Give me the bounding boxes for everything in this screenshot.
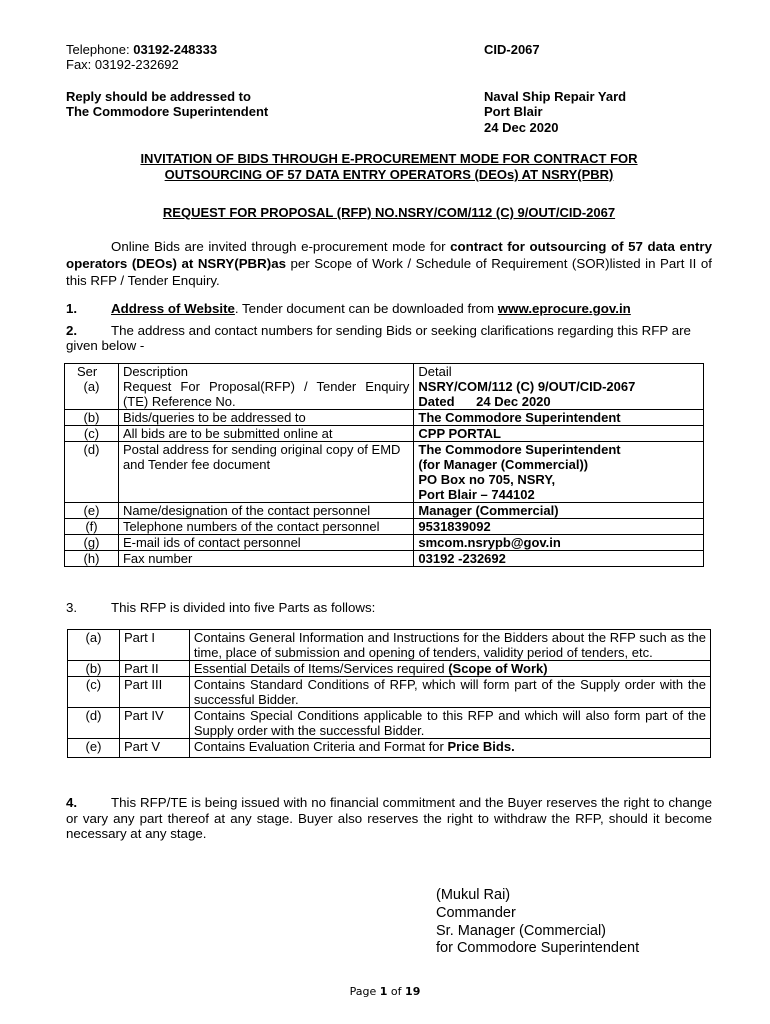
- intro-rest-text: per Scope of Work / Schedule of Requirement (SOR)listed in Part II of this RFP / Tender Enquiry.: [66, 256, 712, 288]
- header-detail: Detail: [414, 364, 704, 380]
- signatory-for: for Commodore Superintendent: [436, 940, 640, 956]
- part-name: Part V: [119, 739, 189, 758]
- table-row: [68, 661, 711, 677]
- part-bold-text: Price Bids.: [447, 739, 515, 754]
- part-name: Part I: [119, 630, 189, 661]
- part-text: Essential Details of Items/Services required: [193, 661, 449, 676]
- row-detail: 9531839092: [414, 519, 704, 535]
- page-total: 19: [405, 985, 421, 998]
- part-description: [189, 630, 710, 661]
- table-row: [68, 708, 711, 739]
- row-detail: CPP PORTAL: [414, 426, 704, 442]
- reply-line-2: The Commodore Superintendent: [66, 104, 269, 119]
- detail-line: PO Box no 705, NSRY,: [418, 472, 556, 487]
- part-ser: (c): [68, 677, 120, 708]
- part-description: [189, 677, 710, 708]
- table-row: [65, 519, 704, 535]
- table-row: [65, 379, 704, 410]
- intro-bold-text: contract for outsourcing of 57 data entry operators (DEOs) at NSRY(PBR)as: [66, 239, 712, 271]
- detail-line: (for Manager (Commercial)): [418, 457, 589, 472]
- header-ser: Ser: [65, 364, 119, 380]
- part-text: Contains Standard Conditions of RFP, which will form part of the Supply order with the successful Bidder.: [193, 677, 706, 707]
- para1-number: 1.: [66, 301, 78, 316]
- row-description: Telephone numbers of the contact personnel: [118, 519, 413, 535]
- signatory-designation: Sr. Manager (Commercial): [436, 923, 607, 939]
- contact-table: [64, 363, 704, 567]
- reply-line-1: Reply should be addressed to: [66, 89, 251, 104]
- para4-text: This RFP/TE is being issued with no financial commitment and the Buyer reserves the right to change or vary any part thereof at any stage. Buyer also reserves the right to withdraw the RFP, should it become necessary at any stage.: [66, 795, 712, 841]
- row-ser: (e): [65, 503, 119, 519]
- row-description: All bids are to be submitted online at: [118, 426, 413, 442]
- row-ser: (g): [65, 535, 119, 551]
- telephone-line: [66, 42, 217, 57]
- part-bold-text: (Scope of Work): [448, 661, 548, 676]
- para3-number: 3.: [66, 600, 78, 615]
- para2-number: 2.: [66, 323, 78, 338]
- table-row: [68, 677, 711, 708]
- telephone-number: 03192-248333: [133, 42, 218, 57]
- signatory-name: (Mukul Rai): [436, 887, 511, 903]
- website-link[interactable]: www.eprocure.gov.in: [497, 301, 631, 316]
- table-row: [65, 503, 704, 519]
- title-line-1: INVITATION OF BIDS THROUGH E-PROCUREMENT MODE FOR CONTRACT FOR: [140, 151, 638, 166]
- para1-heading: Address of Website: [111, 301, 235, 316]
- row-ser: (d): [65, 442, 119, 503]
- cid-number: CID-2067: [484, 42, 540, 57]
- intro-paragraph: [66, 238, 712, 289]
- row-description: Request For Proposal(RFP) / Tender Enquiry (TE) Reference No.: [118, 379, 413, 410]
- page-of-label: of: [387, 985, 406, 998]
- table-row: [65, 410, 704, 426]
- table-row: [65, 426, 704, 442]
- parts-table: [67, 629, 711, 758]
- table-row: [68, 630, 711, 661]
- row-description: Name/designation of the contact personnel: [118, 503, 413, 519]
- letter-date: 24 Dec 2020: [484, 120, 559, 135]
- row-ser: (f): [65, 519, 119, 535]
- detail-line: The Commodore Superintendent: [418, 442, 621, 457]
- page-label: Page: [349, 985, 380, 998]
- fax-line: Fax: 03192-232692: [66, 57, 179, 72]
- intro-text: Online Bids are invited through e-procurement mode for: [111, 239, 451, 254]
- part-description: [189, 739, 710, 758]
- para1-body: . Tender document can be downloaded from: [234, 301, 498, 316]
- org-line-1: Naval Ship Repair Yard: [484, 89, 627, 104]
- part-name: Part IV: [119, 708, 189, 739]
- row-description: E-mail ids of contact personnel: [118, 535, 413, 551]
- para2-text: The address and contact numbers for sending Bids or seeking clarifications regarding this RFP are given below -: [66, 323, 691, 353]
- part-ser: (b): [68, 661, 120, 677]
- part-text: Contains General Information and Instructions for the Bidders about the RFP such as the time, place of submission and opening of tenders, validity period of tenders, etc.: [193, 630, 706, 660]
- row-detail: [414, 442, 704, 503]
- detail-line: Dated 24 Dec 2020: [418, 394, 551, 409]
- para1-text: [111, 301, 631, 316]
- table-header-row: [65, 364, 704, 380]
- telephone-label: Telephone:: [66, 42, 134, 57]
- row-description: Fax number: [118, 551, 413, 567]
- row-detail: Manager (Commercial): [414, 503, 704, 519]
- part-text: Contains Special Conditions applicable to this RFP and which will also form part of the Supply order with the successful Bidder.: [193, 708, 706, 738]
- org-line-2: Port Blair: [484, 104, 543, 119]
- table-row: [65, 535, 704, 551]
- table-row: [65, 551, 704, 567]
- row-detail[interactable]: smcom.nsrypb@gov.in: [414, 535, 704, 551]
- part-ser: (d): [68, 708, 120, 739]
- rfp-number: REQUEST FOR PROPOSAL (RFP) NO.NSRY/COM/112 (C) 9/OUT/CID-2067: [162, 205, 616, 220]
- header-description: Description: [118, 364, 413, 380]
- title-line-2: OUTSOURCING OF 57 DATA ENTRY OPERATORS (DEOs) AT NSRY(PBR): [164, 167, 614, 182]
- row-detail: The Commodore Superintendent: [414, 410, 704, 426]
- row-description: Postal address for sending original copy of EMD and Tender fee document: [118, 442, 413, 503]
- detail-line: Port Blair – 744102: [418, 487, 535, 502]
- table-row: [68, 739, 711, 758]
- part-description: [189, 661, 710, 677]
- page-number: 1: [379, 985, 388, 998]
- row-ser: (h): [65, 551, 119, 567]
- part-description: [189, 708, 710, 739]
- signatory-rank: Commander: [436, 905, 516, 921]
- para4-number: 4.: [66, 795, 78, 810]
- row-detail: [414, 379, 704, 410]
- part-text: Contains Evaluation Criteria and Format for: [193, 739, 448, 754]
- table-row: [65, 442, 704, 503]
- para3-text: This RFP is divided into five Parts as follows:: [111, 600, 376, 615]
- row-description: Bids/queries to be addressed to: [118, 410, 413, 426]
- part-ser: (a): [68, 630, 120, 661]
- row-detail: 03192 -232692: [414, 551, 704, 567]
- page-footer: [0, 984, 770, 999]
- part-name: Part II: [119, 661, 189, 677]
- part-ser: (e): [68, 739, 120, 758]
- row-ser: (c): [65, 426, 119, 442]
- part-name: Part III: [119, 677, 189, 708]
- row-ser: (b): [65, 410, 119, 426]
- detail-line: NSRY/COM/112 (C) 9/OUT/CID-2067: [418, 379, 636, 394]
- row-ser: (a): [65, 379, 119, 410]
